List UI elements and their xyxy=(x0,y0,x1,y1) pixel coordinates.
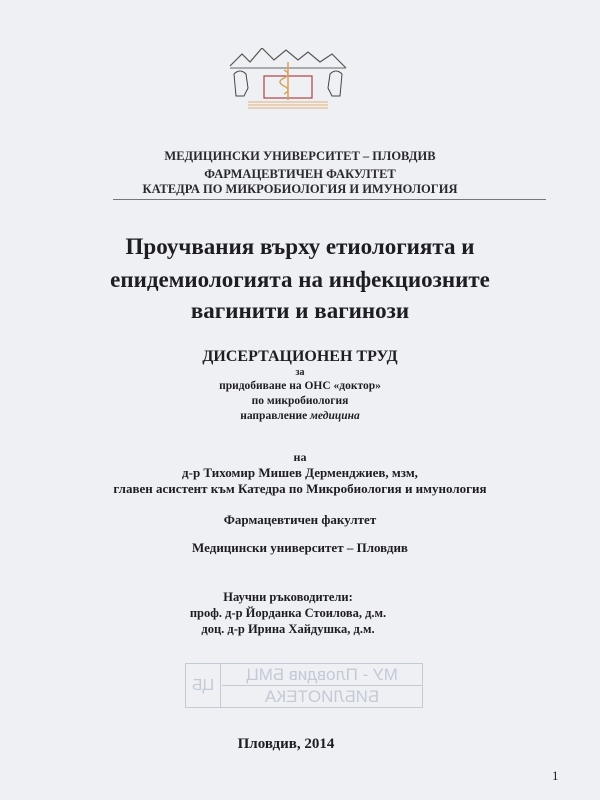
thesis-title-line-1: Проучвания върху етиологията и xyxy=(125,234,475,259)
thesis-title-line-3: вагинити и вагинози xyxy=(190,298,410,323)
university-logo xyxy=(228,48,348,110)
university-header: МЕДИЦИНСКИ УНИВЕРСИТЕТ – ПЛОВДИВ xyxy=(164,149,436,163)
library-stamp-bleedthrough: МУ - Пловдив БМЦ БИБЛИОТЕКА ЦБ xyxy=(185,663,423,708)
thesis-title-line-2: епидемиологията на инфекциозните xyxy=(110,267,490,292)
work-type: ДИСЕРТАЦИОНЕН ТРУД xyxy=(202,348,398,365)
header-divider xyxy=(113,199,546,200)
page-number: 1 xyxy=(552,768,559,783)
department-header: КАТЕДРА ПО МИКРОБИОЛОГИЯ И ИМУНОЛОГИЯ xyxy=(142,182,458,196)
supervisor-2: доц. д-р Ирина Хайдушка, д.м. xyxy=(201,622,375,636)
work-degree: придобиване на ОНС «доктор» xyxy=(219,380,381,392)
faculty-header: ФАРМАЦЕВТИЧЕН ФАКУЛТЕТ xyxy=(204,167,396,181)
faculty-name: Фармацевтичен факултет xyxy=(223,512,377,527)
author-position: главен асистент към Катедра по Микробиология и имунология xyxy=(113,481,487,496)
supervisors-label: Научни ръководители: xyxy=(223,590,353,604)
supervisor-1: проф. д-р Йорданка Стоилова, д.м. xyxy=(189,606,387,620)
work-for: за xyxy=(295,367,305,378)
place-year: Пловдив, 2014 xyxy=(237,736,335,752)
work-field: по микробиология xyxy=(251,395,349,407)
work-direction: направление медицина xyxy=(240,410,360,422)
university-name: Медицински университет – Пловдив xyxy=(192,540,408,555)
author-name: д-р Тихомир Мишев Дерменджиев, мзм, xyxy=(182,465,418,480)
author-of: на xyxy=(293,450,307,464)
